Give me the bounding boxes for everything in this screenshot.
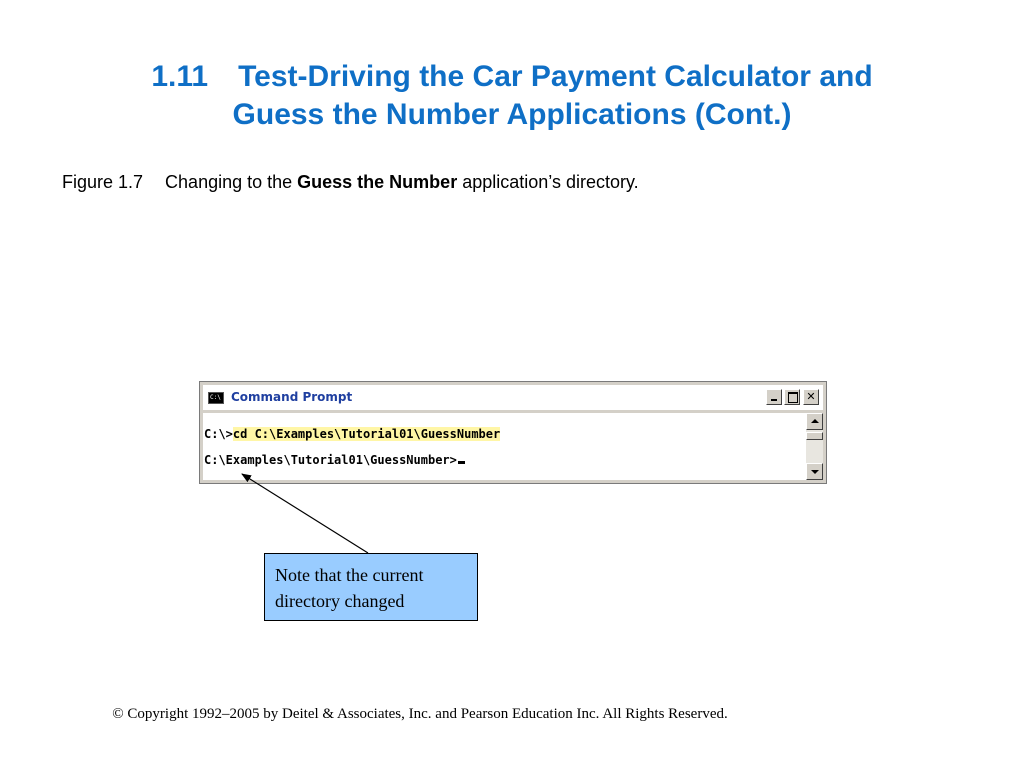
maximize-button[interactable] — [784, 389, 800, 405]
console-command-1: cd C:\Examples\Tutorial01\GuessNumber — [232, 427, 501, 441]
figure-caption — [62, 172, 639, 193]
scroll-down-button[interactable] — [806, 463, 823, 480]
caption-text-before: Changing to the — [165, 172, 298, 192]
callout-note — [264, 553, 478, 621]
command-prompt-window — [199, 381, 827, 484]
vertical-scrollbar[interactable] — [806, 413, 823, 480]
minimize-button[interactable] — [766, 389, 782, 405]
minimize-icon — [771, 399, 777, 401]
figure-label: Figure 1.7 — [62, 172, 144, 192]
caption-bold-app-name: Guess the Number — [297, 172, 458, 192]
scroll-up-button[interactable] — [806, 413, 823, 430]
callout-line-2: directory changed — [275, 591, 405, 611]
slide-title-number: 1.11 — [151, 60, 209, 93]
text-cursor — [458, 461, 465, 464]
window-titlebar[interactable] — [203, 385, 823, 410]
window-title: Command Prompt — [231, 390, 353, 404]
slide-title-text-1: Test-Driving the Car Payment Calculator and — [238, 60, 873, 93]
copyright-footer: © Copyright 1992–2005 by Deitel & Associates, Inc. and Pearson Education Inc. All Rights Reserved. — [112, 706, 728, 722]
callout-line-1: Note that the current — [275, 565, 424, 585]
slide-title — [40, 58, 984, 134]
console-line-1 — [204, 427, 500, 442]
command-prompt-icon: C:\ — [208, 392, 224, 404]
arrow-down-icon — [811, 470, 819, 474]
maximize-icon — [788, 392, 798, 403]
console-output[interactable] — [203, 413, 823, 480]
caption-text-after: application’s directory. — [457, 172, 639, 192]
close-button[interactable] — [803, 389, 819, 405]
arrow-up-icon — [811, 419, 819, 423]
console-prompt-2: C:\Examples\Tutorial01\GuessNumber> — [204, 453, 457, 467]
console-line-2 — [204, 453, 465, 468]
slide-title-line-1 — [40, 58, 984, 96]
close-icon: ✕ — [806, 390, 816, 403]
console-prompt-1: C:\> — [204, 427, 233, 441]
scroll-thumb[interactable] — [806, 432, 823, 440]
slide-title-line-2: Guess the Number Applications (Cont.) — [232, 98, 792, 131]
